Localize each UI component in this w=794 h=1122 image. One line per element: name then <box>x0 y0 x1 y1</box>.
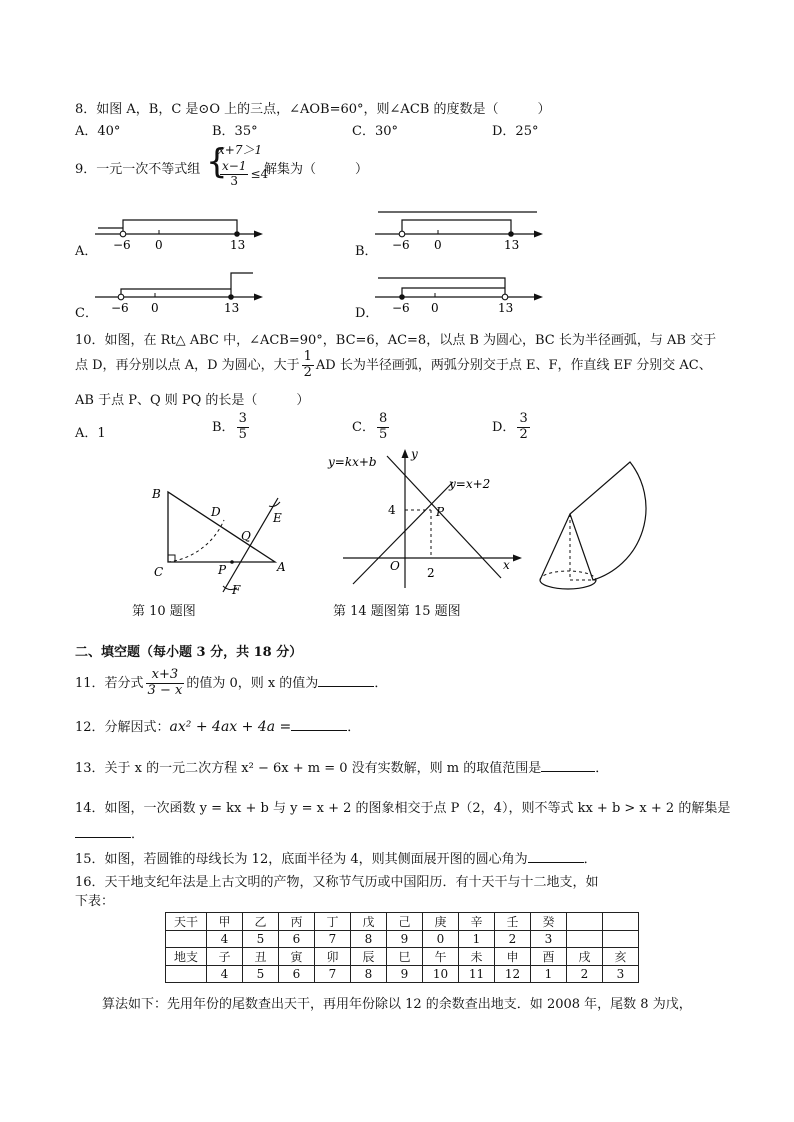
table-cell: 7 <box>315 966 351 983</box>
label-x-axis: x <box>503 558 510 572</box>
q16-last-line: 算法如下：先用年份的尾数查出天干，再用年份除以 12 的余数查出地支．如 2008 年，尾数 8 为戊， <box>102 997 692 1012</box>
table-cell: 丑 <box>243 948 279 966</box>
q9-inequality-1: x+7＞1 <box>218 143 263 157</box>
table-cell: 2 <box>495 931 531 948</box>
q9-brace: { <box>206 142 228 182</box>
table-cell: 戊 <box>351 913 387 931</box>
table-cell: 酉 <box>531 948 567 966</box>
q9-suffix: 解集为（ ） <box>264 162 369 177</box>
table-cell: 4 <box>207 931 243 948</box>
q8-option-d: D．25° <box>492 124 539 139</box>
answer-blank <box>318 686 374 687</box>
table-cell <box>603 931 639 948</box>
table-cell: 4 <box>207 966 243 983</box>
table-cell: 乙 <box>243 913 279 931</box>
table-cell: 庚 <box>423 913 459 931</box>
label-e: E <box>273 511 282 525</box>
table-cell: 11 <box>459 966 495 983</box>
label-y-4: 4 <box>388 503 396 517</box>
table-cell: 5 <box>243 931 279 948</box>
q10-line-1: 10．如图，在 Rt△ ABC 中，∠ACB=90°，BC=6，AC=8，以点 B 为圆心，BC 长为半径画弧，与 AB 交于 <box>75 333 717 348</box>
figure-q14-graph <box>325 446 525 594</box>
q11: 11．若分式 $\frac{x+3}{3 - x}$ 的值为 0，则 x 的值为 ． <box>75 667 388 698</box>
q8-option-a: A．40° <box>75 124 121 139</box>
figure-q10 <box>145 478 295 598</box>
answer-blank <box>528 862 584 863</box>
q14: 14．如图，一次函数 y = kx + b 与 y = x + 2 的图象相交于点 P（2，4），则不等式 kx + b > x + 2 的解集是 <box>75 801 731 816</box>
label-line-x-plus-2: y=x+2 <box>449 477 491 491</box>
label-line-kx: y=kx+b <box>328 455 377 469</box>
q10-option-a: A．1 <box>75 426 106 441</box>
tick-label: −6 <box>111 301 129 315</box>
table-cell: 5 <box>243 966 279 983</box>
table-cell: 7 <box>315 931 351 948</box>
label-b: B <box>152 487 161 501</box>
table-cell <box>166 931 207 948</box>
table-row <box>166 966 639 983</box>
label-c: C <box>154 565 164 579</box>
tick-label: −6 <box>392 238 410 252</box>
figure-caption-q14-q15: 第 14 题图第 15 题图 <box>333 604 461 619</box>
q8-option-c: C．30° <box>352 124 398 139</box>
table-cell <box>567 913 603 931</box>
table-cell: 0 <box>423 931 459 948</box>
table-cell: 辛 <box>459 913 495 931</box>
table-cell: 6 <box>279 931 315 948</box>
table-cell: 辰 <box>351 948 387 966</box>
q15: 15．如图，若圆锥的母线长为 12，底面半径为 4，则其侧面展开图的圆心角为 ． <box>75 852 597 867</box>
table-cell: 10 <box>423 966 459 983</box>
q9-option-d-label: D． <box>355 306 379 321</box>
table-cell: 己 <box>387 913 423 931</box>
table-cell: 12 <box>495 966 531 983</box>
table-cell <box>166 966 207 983</box>
tick-label: 0 <box>434 238 442 252</box>
q10-option-c: C． $\frac{8}{5}$ <box>352 411 388 442</box>
q9-number-line-c <box>95 270 265 318</box>
q9-number-line-a <box>95 208 265 256</box>
figure-caption-q10: 第 10 题图 <box>132 604 196 619</box>
answer-blank <box>541 771 595 772</box>
table-row <box>166 948 639 966</box>
q9-inequality-2: $\frac{x-1}{3}$ ≤4 <box>222 159 269 188</box>
table-cell: 巳 <box>387 948 423 966</box>
table-cell: 未 <box>459 948 495 966</box>
table-cell: 1 <box>531 966 567 983</box>
label-point-p: P <box>436 505 445 519</box>
table-cell <box>567 931 603 948</box>
q9-number-line-d <box>375 270 545 318</box>
table-cell: 9 <box>387 966 423 983</box>
q10-line-3: AB 于点 P、Q 则 PQ 的长是（ ） <box>75 393 310 408</box>
table-cell: 3 <box>603 966 639 983</box>
table-row <box>166 913 639 931</box>
section-2-title: 二、填空题（每小题 3 分，共 18 分） <box>75 645 303 660</box>
table-cell <box>603 913 639 931</box>
tick-label: 13 <box>504 238 520 252</box>
q9-option-b-label: B． <box>355 244 378 259</box>
label-origin: O <box>390 559 400 573</box>
tick-label: 13 <box>498 301 514 315</box>
label-f: F <box>232 583 241 597</box>
q9-option-a-label: A． <box>75 244 98 259</box>
table-cell: 丙 <box>279 913 315 931</box>
tiangan-dizhi-table <box>165 912 639 983</box>
q8-stem: 8．如图 A，B，C 是⊙O 上的三点，∠AOB=60°，则∠ACB 的度数是（ ） <box>75 102 551 117</box>
label-d: D <box>211 505 221 519</box>
q8-option-b: B．35° <box>212 124 258 139</box>
table-cell: 子 <box>207 948 243 966</box>
q12: 12．分解因式：ax² + 4ax + 4a = ． <box>75 719 361 735</box>
table-header: 地支 <box>166 948 207 966</box>
table-header: 天干 <box>166 913 207 931</box>
tick-label: 0 <box>151 301 159 315</box>
table-cell: 6 <box>279 966 315 983</box>
figure-q15-cone <box>530 450 670 600</box>
label-q: Q <box>241 529 251 543</box>
table-cell: 丁 <box>315 913 351 931</box>
table-cell: 卯 <box>315 948 351 966</box>
q9-prefix: 9．一元一次不等式组 <box>75 162 201 177</box>
tick-label: 13 <box>224 301 240 315</box>
q10-line-2: 点 D，再分别以点 A，D 为圆心，大于 $\frac{1}{2}$ AD 长为半径画弧，两弧分别交于点 E、F，作直线 EF 分别交 AC、 <box>75 349 712 380</box>
table-cell: 3 <box>531 931 567 948</box>
label-a: A <box>277 560 286 574</box>
tick-label: 13 <box>230 238 246 252</box>
answer-blank <box>75 837 131 838</box>
table-cell: 8 <box>351 931 387 948</box>
table-cell: 9 <box>387 931 423 948</box>
table-cell: 甲 <box>207 913 243 931</box>
tick-label: 0 <box>431 301 439 315</box>
tick-label: −6 <box>392 301 410 315</box>
table-cell: 癸 <box>531 913 567 931</box>
answer-blank <box>291 730 347 731</box>
q14-answer: ． <box>75 823 144 842</box>
table-cell: 壬 <box>495 913 531 931</box>
table-cell: 申 <box>495 948 531 966</box>
label-p: P <box>218 563 227 577</box>
q16-line-1: 16．天干地支纪年法是上古文明的产物，又称节气历或中国阳历．有十天干与十二地支，如 <box>75 875 599 890</box>
q10-option-b: B． $\frac{3}{5}$ <box>212 411 247 442</box>
table-cell: 午 <box>423 948 459 966</box>
tick-label: 0 <box>155 238 163 252</box>
q16-line-2: 下表： <box>75 894 115 909</box>
label-y-axis: y <box>411 447 418 461</box>
q10-option-d: D． $\frac{3}{2}$ <box>492 411 528 442</box>
table-cell: 戌 <box>567 948 603 966</box>
q9-number-line-b <box>375 205 545 256</box>
table-cell: 2 <box>567 966 603 983</box>
table-row <box>166 931 639 948</box>
table-cell: 1 <box>459 931 495 948</box>
table-cell: 8 <box>351 966 387 983</box>
label-x-2: 2 <box>427 566 435 580</box>
q13: 13．关于 x 的一元二次方程 x² − 6x + m = 0 没有实数解，则 m 的取值范围是 ． <box>75 761 609 776</box>
table-cell: 寅 <box>279 948 315 966</box>
q9-option-c-label: C． <box>75 306 98 321</box>
tick-label: −6 <box>113 238 131 252</box>
table-cell: 亥 <box>603 948 639 966</box>
